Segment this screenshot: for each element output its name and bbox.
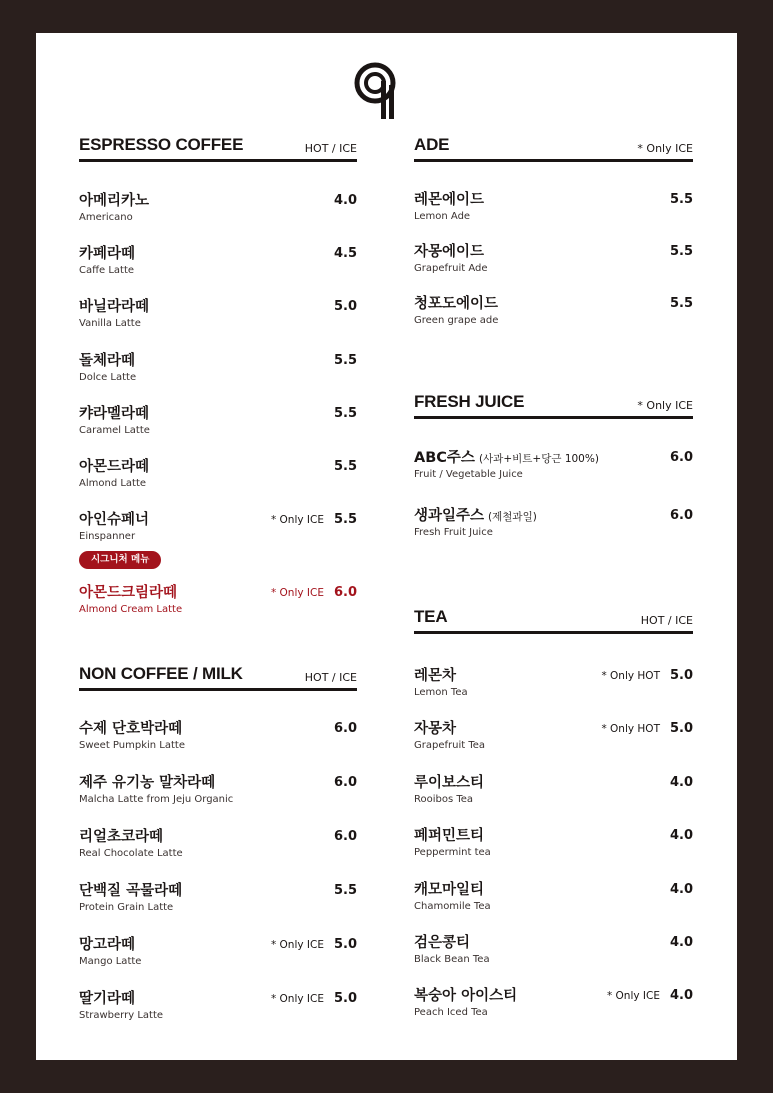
item-price: 5.0 — [669, 668, 693, 683]
item-price: 5.0 — [333, 299, 357, 315]
item-name-english: Einspanner — [79, 531, 136, 543]
menu-item — [79, 189, 357, 231]
item-name-korean — [414, 931, 470, 952]
item-price: 5.0 — [333, 937, 357, 952]
menu-item — [79, 295, 357, 337]
section-header — [79, 662, 357, 688]
item-name-english: Peach Iced Tea — [414, 1007, 488, 1019]
menu-item — [414, 292, 693, 334]
item-price: 4.5 — [333, 246, 357, 262]
section-title: ESPRESSO COFFEE — [79, 135, 244, 154]
item-name-korean-text: 바닐라라떼 — [79, 299, 150, 316]
item-price: 4.0 — [669, 881, 693, 897]
item-price: 6.0 — [333, 721, 357, 736]
item-name-english: Grapefruit Tea — [414, 740, 486, 752]
item-name-english: Fresh Fruit Juice — [414, 527, 493, 538]
menu-item — [414, 188, 693, 230]
section-header — [414, 390, 693, 416]
item-name-korean — [79, 581, 177, 602]
item-price: 5.5 — [669, 296, 693, 311]
menu-item — [414, 446, 693, 488]
item-name-english: Fruit / Vegetable Juice — [414, 469, 523, 480]
item-name-korean-text: 아몬드크림라떼 — [79, 585, 178, 602]
non-coffee-section — [79, 662, 357, 1021]
menu-item — [414, 878, 693, 920]
availability-note: * Only ICE — [270, 587, 324, 600]
item-price: 4.0 — [669, 935, 693, 950]
item-name-english: Black Bean Tea — [414, 954, 490, 965]
item-name-korean — [79, 825, 163, 846]
item-name-korean-text: 검은콩티 — [414, 935, 471, 951]
item-price: 5.5 — [669, 244, 693, 259]
item-name-korean — [414, 446, 599, 467]
menu-item — [79, 987, 357, 1029]
menu-item — [79, 242, 357, 284]
item-name-korean-text: 망고라떼 — [79, 937, 136, 953]
item-name-english: Strawberry Latte — [79, 1010, 164, 1021]
item-name-english: Chamomile Tea — [414, 900, 491, 912]
item-name-korean — [414, 771, 484, 792]
item-name-english: Sweet Pumpkin Latte — [79, 740, 185, 751]
item-name-english: Real Chocolate Latte — [79, 848, 183, 859]
item-name-korean-text: 레몬에이드 — [414, 192, 485, 208]
menu-item — [414, 771, 693, 813]
item-name-korean-text: 자몽차 — [414, 721, 457, 738]
item-price: 6.0 — [333, 585, 357, 601]
item-name-korean-text: 단백질 곡물라떼 — [79, 883, 183, 899]
item-name-english: Malcha Latte from Jeju Organic — [79, 794, 234, 805]
item-price: 6.0 — [333, 829, 357, 844]
item-name-korean — [79, 508, 149, 529]
menu-item — [414, 984, 693, 1026]
item-name-korean — [79, 717, 182, 738]
q-swirl-logo-icon — [354, 61, 400, 121]
item-name-note: (사과+비트+당근 100%) — [478, 453, 599, 465]
menu-item — [414, 240, 693, 282]
item-price: 6.0 — [333, 775, 357, 790]
section-note: * Only ICE — [637, 399, 693, 412]
menu-board — [36, 33, 737, 1060]
section-divider — [414, 631, 693, 634]
item-price: 5.5 — [333, 883, 357, 898]
item-name-korean-text: 페퍼민트티 — [414, 828, 485, 845]
fresh-juice-section — [414, 390, 693, 538]
item-name-english: Protein Grain Latte — [79, 902, 174, 913]
section-divider — [79, 159, 357, 162]
menu-item — [414, 717, 693, 759]
section-note: * Only ICE — [637, 142, 693, 155]
item-name-korean — [79, 349, 135, 370]
item-price: 5.5 — [333, 405, 357, 421]
section-title: FRESH JUICE — [414, 392, 525, 411]
item-name-korean — [414, 664, 456, 685]
item-price: 4.0 — [669, 828, 693, 844]
item-name-english: Americano — [79, 212, 133, 223]
item-name-english: Lemon Tea — [414, 687, 468, 698]
item-name-korean — [79, 933, 135, 954]
availability-note: * Only HOT — [601, 670, 660, 682]
menu-item — [79, 717, 357, 759]
item-price: 4.0 — [333, 193, 357, 208]
item-name-korean — [414, 824, 484, 845]
section-note: HOT / ICE — [304, 142, 357, 155]
availability-note: * Only ICE — [270, 993, 324, 1005]
item-name-korean — [414, 717, 456, 738]
item-name-korean-text: 루이보스티 — [414, 774, 485, 791]
item-price: 5.5 — [333, 352, 357, 368]
item-name-korean-text: 캬라멜라떼 — [79, 405, 150, 422]
item-name-english: Rooibos Tea — [414, 793, 474, 805]
item-price: 4.0 — [669, 988, 693, 1004]
item-name-english: Green grape ade — [414, 315, 499, 326]
espresso-coffee-section — [79, 133, 357, 616]
item-name-korean — [79, 242, 135, 263]
item-name-korean — [79, 189, 149, 210]
section-title: TEA — [414, 607, 448, 626]
menu-item — [79, 455, 357, 497]
section-header — [414, 605, 693, 631]
section-divider — [414, 159, 693, 162]
signature-badge: 시그니처 메뉴 — [79, 551, 161, 569]
item-name-korean-text: 자몽에이드 — [414, 244, 485, 260]
item-name-english: Almond Latte — [79, 478, 147, 489]
menu-item — [414, 824, 693, 866]
menu-item — [79, 933, 357, 975]
item-name-korean-text: 아몬드라떼 — [79, 459, 150, 475]
section-header — [79, 133, 357, 159]
item-name-korean — [79, 879, 182, 900]
signature-menu-item — [79, 554, 357, 623]
item-price: 5.5 — [669, 192, 693, 207]
item-name-korean-text: 카페라떼 — [79, 246, 136, 263]
item-name-korean-text: 리얼초코라떼 — [79, 829, 164, 845]
item-name-korean-text: 아인슈페너 — [79, 512, 150, 529]
section-title: ADE — [414, 135, 450, 154]
item-name-korean — [79, 987, 135, 1008]
item-name-korean — [79, 771, 215, 792]
item-name-korean — [414, 878, 484, 899]
menu-item — [79, 508, 357, 550]
item-name-english: Almond Cream Latte — [79, 604, 183, 616]
item-name-korean-text: 복숭아 아이스티 — [414, 988, 518, 1005]
item-name-korean — [414, 240, 484, 261]
ade-section — [414, 133, 693, 326]
item-name-korean — [79, 295, 149, 316]
section-divider — [414, 416, 693, 419]
item-name-korean-text: 돌체라떼 — [79, 352, 136, 369]
item-name-english: Grapefruit Ade — [414, 263, 488, 274]
availability-note: * Only HOT — [601, 723, 660, 736]
menu-item — [79, 402, 357, 444]
section-note: HOT / ICE — [304, 671, 357, 684]
item-price: 4.0 — [669, 774, 693, 790]
item-name-english: Lemon Ade — [414, 211, 471, 222]
item-name-korean-text: 청포도에이드 — [414, 296, 499, 312]
item-price: 5.5 — [333, 512, 357, 528]
menu-item — [414, 504, 693, 546]
menu-item — [79, 879, 357, 921]
section-divider — [79, 688, 357, 691]
item-price: 6.0 — [669, 508, 693, 523]
item-name-english: Mango Latte — [79, 956, 142, 967]
item-price: 6.0 — [669, 450, 693, 465]
item-name-korean-text: 아메리카노 — [79, 193, 150, 209]
item-price: 5.0 — [333, 991, 357, 1006]
item-name-korean-text: 레몬차 — [414, 668, 457, 684]
menu-item — [414, 664, 693, 706]
item-name-korean-text: 딸기라떼 — [79, 991, 136, 1007]
item-name-korean — [414, 984, 517, 1005]
item-name-english: Caramel Latte — [79, 424, 150, 436]
item-price: 5.0 — [669, 721, 693, 737]
item-name-korean — [79, 455, 149, 476]
section-header — [414, 133, 693, 159]
availability-note: * Only ICE — [270, 939, 324, 951]
menu-item — [79, 349, 357, 391]
section-note: HOT / ICE — [640, 614, 693, 627]
availability-note: * Only ICE — [606, 990, 660, 1003]
item-name-korean-text: 생과일주스 — [414, 508, 485, 524]
availability-note: * Only ICE — [270, 514, 324, 527]
item-name-english: Dolce Latte — [79, 371, 137, 383]
item-name-korean-text: 제주 유기농 말차라떼 — [79, 775, 216, 791]
item-name-korean-text: ABC주스 — [414, 450, 475, 466]
item-name-korean — [79, 402, 149, 423]
menu-item — [79, 771, 357, 813]
item-name-korean-text: 수제 단호박라떼 — [79, 721, 183, 737]
item-name-korean — [414, 504, 537, 525]
item-price: 5.5 — [333, 459, 357, 474]
item-name-korean-text: 캐모마일티 — [414, 881, 485, 898]
item-name-english: Caffe Latte — [79, 265, 135, 277]
item-name-note: (제철과일) — [488, 511, 537, 523]
menu-item — [414, 931, 693, 973]
item-name-english: Vanilla Latte — [79, 318, 141, 330]
tea-section — [414, 605, 693, 1019]
item-name-korean — [414, 188, 484, 209]
menu-item — [79, 825, 357, 867]
item-name-english: Peppermint tea — [414, 847, 491, 859]
item-name-korean — [414, 292, 498, 313]
section-title: NON COFFEE / MILK — [79, 664, 243, 683]
